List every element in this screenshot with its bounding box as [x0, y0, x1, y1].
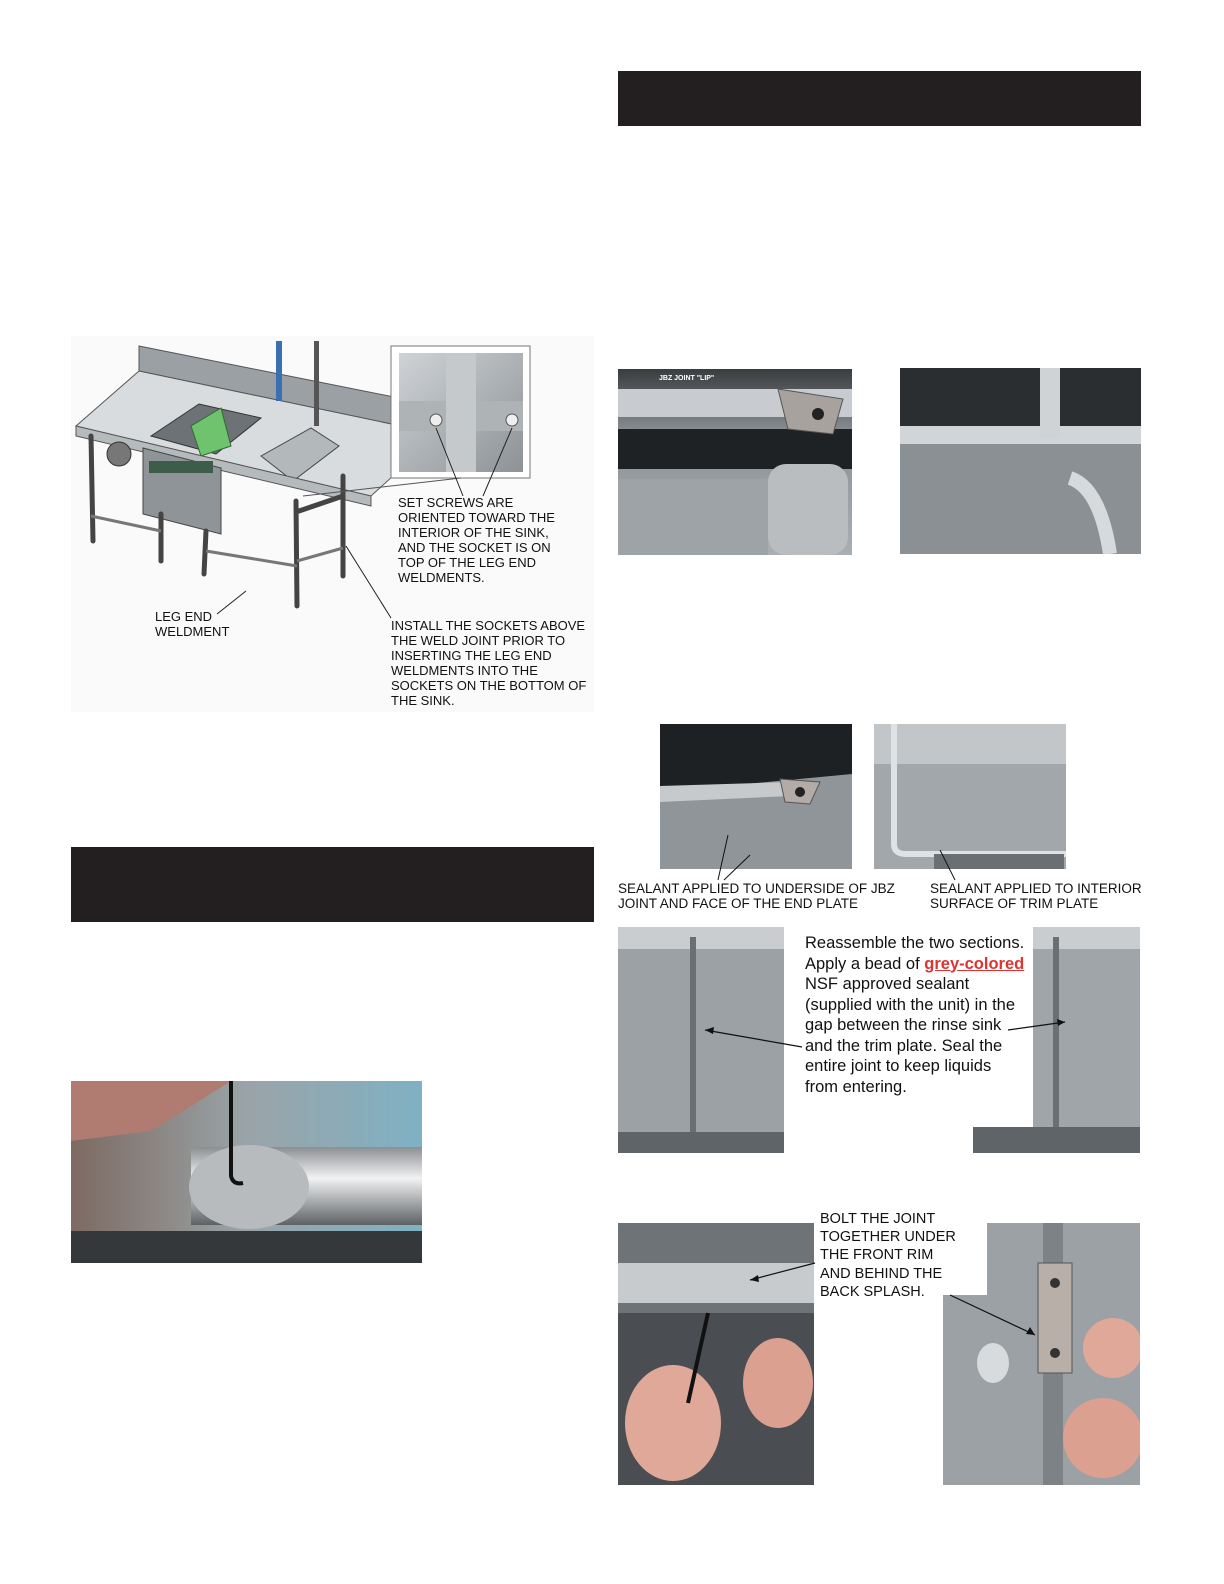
jbz-joint-label: JBZ JOINT "LIP" — [659, 375, 715, 382]
jbz-joint-photo — [618, 369, 852, 555]
set-screw-photo-svg — [71, 1081, 422, 1263]
sealant-arrows — [700, 825, 970, 885]
grey-colored-highlight: grey-colored — [924, 954, 1025, 973]
section-header-bar-left — [71, 847, 594, 922]
bolt-arrows — [745, 1255, 1045, 1345]
set-screws-note: SET SCREWS ARE ORIENTED TOWARD THE INTERIOR OF THE SINK, AND THE SOCKET IS ON TOP OF THE LEG END WELDMENTS. — [398, 495, 555, 585]
sealant-right-caption: SEALANT APPLIED TO INTERIOR SURFACE OF TRIM PLATE — [930, 881, 1142, 911]
trim-plate-photo-svg — [900, 368, 1141, 554]
bolt-caption: BOLT THE JOINT TOGETHER UNDER THE FRONT RIM AND BEHIND THE BACK SPLASH. — [820, 1211, 956, 1300]
reassemble-text-1: Reassemble the two sections. Apply a bead of — [805, 934, 1025, 973]
section-header-bar-right — [618, 71, 1141, 126]
reassemble-arrows — [690, 1010, 1080, 1060]
leg-end-label: LEG END WELDMENT — [155, 609, 230, 639]
reassemble-text-2: NSF approved sealant (supplied with the unit) in the gap between the rinse sink and the trim plate. Seal the entire joint to keep liquids from entering. — [805, 975, 1016, 1096]
trim-plate-photo — [900, 368, 1141, 554]
sockets-note: INSTALL THE SOCKETS ABOVE THE WELD JOINT PRIOR TO INSERTING THE LEG END WELDMENTS INTO THE SOCKETS ON THE BOTTOM OF THE SINK. — [391, 618, 587, 708]
sealant-left-caption: SEALANT APPLIED TO UNDERSIDE OF JBZ JOINT AND FACE OF THE END PLATE — [618, 881, 895, 911]
jbz-joint-photo-svg — [618, 369, 852, 555]
set-screw-photo — [71, 1081, 422, 1263]
